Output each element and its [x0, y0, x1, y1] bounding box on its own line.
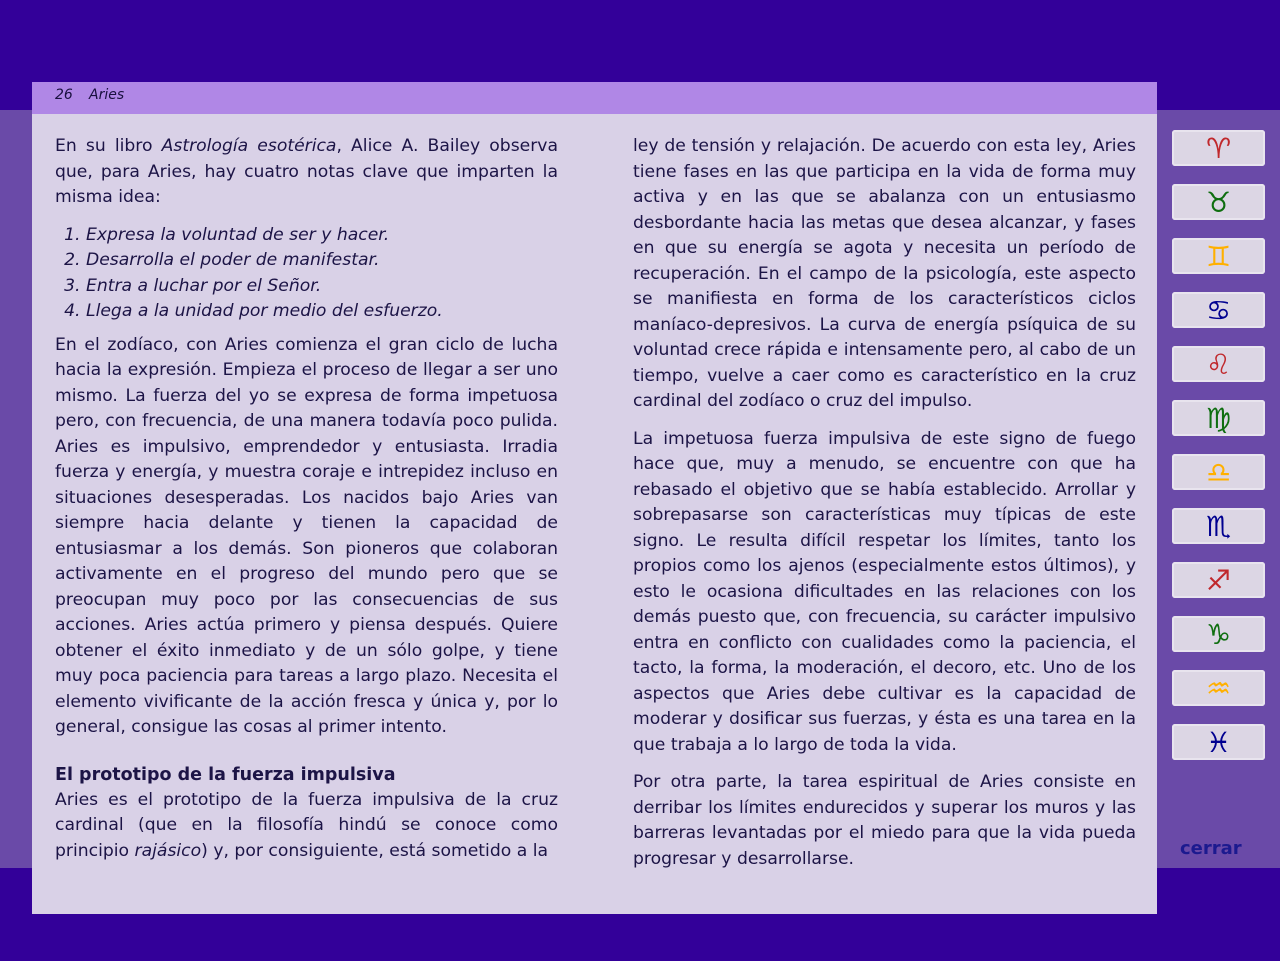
scorpio-icon: ♏ — [1205, 509, 1232, 543]
zodiac-button-capricorn[interactable] — [1172, 616, 1265, 652]
intro-paragraph — [55, 134, 558, 211]
text: Aries es el prototipo de la fuerza impulsiva de la cruz cardinal (que en la filosofía hindú se conoce como principio — [55, 789, 558, 861]
right-column — [633, 134, 1136, 884]
capricorn-icon: ♑ — [1205, 617, 1232, 651]
zodiac-button-aquarius[interactable] — [1172, 670, 1265, 706]
italic-text: Astrología esotérica — [161, 136, 337, 156]
text: ley de tensión y relajación. De acuerdo con esta ley, Aries tiene fases en las que participa en la vida de forma muy activa y en las que se abalanza con un entusiasmo desbordante hacia las metas que desea alcanzar, y fases en que su energía se agota y necesita un período de recuperación. En el campo de la psicología, este aspecto se manifiesta en forma de los característicos ciclos maníaco-depresivos. La curva de energía psíquica de su voluntad crece rápida e intensamente pero, al cabo de un tiempo, vuelve a caer como es característico en la cruz cardinal del zodíaco o cruz del impulso. — [633, 136, 1136, 411]
keynotes-list — [55, 223, 558, 325]
aries-icon: ♈ — [1205, 131, 1232, 165]
taurus-icon: ♉ — [1205, 185, 1232, 219]
paragraph — [55, 788, 558, 865]
zodiac-button-aries[interactable] — [1172, 130, 1265, 166]
paragraph — [633, 134, 1136, 415]
page-header — [32, 82, 1157, 114]
text: En su libro — [55, 136, 162, 156]
paragraph — [633, 427, 1136, 759]
virgo-icon: ♍ — [1205, 401, 1232, 435]
text: Por otra parte, la tarea espiritual de Aries consiste en derribar los límites endurecidos y superar los muros y las barreras levantadas por el miedo para que la vida pueda progresar y desarrollarse. — [633, 772, 1136, 869]
zodiac-button-scorpio[interactable] — [1172, 508, 1265, 544]
gemini-icon: ♊ — [1205, 239, 1232, 273]
text: ) y, por consiguiente, está sometido a la — [201, 840, 549, 861]
zodiac-button-virgo[interactable] — [1172, 400, 1265, 436]
pisces-icon: ♓ — [1205, 725, 1232, 759]
zodiac-button-sagittarius[interactable] — [1172, 562, 1265, 598]
list-item: 4. Llega a la unidad por medio del esfuerzo. — [86, 299, 558, 325]
sagittarius-icon: ♐ — [1205, 563, 1232, 597]
zodiac-button-pisces[interactable] — [1172, 724, 1265, 760]
list-item: 1. Expresa la voluntad de ser y hacer. — [86, 223, 558, 249]
italic-text: rajásico — [134, 840, 202, 861]
book-page — [32, 82, 1157, 914]
text: En el zodíaco, con Aries comienza el gran ciclo de lucha hacia la expresión. Empieza el proceso de llegar a ser uno mismo. La fuerza del yo se expresa de forma impetuosa pero, con frecuencia, de una manera todavía poco pulida. Aries es impulsivo, emprendedor y entusiasta. Irradia fuerza y energía, y muestra coraje e intrepidez incluso en situaciones desesperadas. Los nacidos bajo Aries van siempre hacia delante y tienen la capacidad de entusiasmar a los demás. Son pioneros que colaboran activamente en el progreso del mundo pero que se preocupan muy poco por las consecuencias de sus acciones. Aries actúa primero y piensa después. Quiere obtener el éxito inmediato y de un sólo golpe, y tiene muy poca paciencia para tareas a largo plazo. Necesita el elemento vivificante de la acción fresca y única y, por lo general, consigue las cosas al primer intento. — [55, 334, 558, 737]
page-number: 26 — [55, 87, 73, 103]
list-item: 3. Entra a luchar por el Señor. — [86, 274, 558, 300]
zodiac-button-cancer[interactable] — [1172, 292, 1265, 328]
zodiac-button-libra[interactable] — [1172, 454, 1265, 490]
text: La impetuosa fuerza impulsiva de este signo de fuego hace que, muy a menudo, se encuentre con que ha rebasado el objetivo que se había establecido. Arrollar y sobrepasarse son características muy típicas de este signo. Le resulta difícil respetar los límites, tanto los propios como los ajenos (especialmente estos últimos), y esto le ocasiona dificultades en las relaciones con los demás puesto que, con frecuencia, su carácter impulsivo entra en conflicto con cualidades como la paciencia, el tacto, la forma, la moderación, el decoro, etc. Uno de los aspectos que Aries debe cultivar es la capacidad de moderar y dosificar sus fuerzas, y ésta es una tarea en la que trabaja a lo largo de toda la vida. — [633, 428, 1136, 755]
zodiac-button-taurus[interactable] — [1172, 184, 1265, 220]
leo-icon: ♌ — [1205, 347, 1232, 381]
paragraph — [633, 770, 1136, 872]
left-column — [55, 134, 558, 876]
aquarius-icon: ♒ — [1205, 671, 1232, 705]
text: , Alice A. Bailey observa que, para Aries, hay cuatro notas clave que imparten la misma idea: — [55, 136, 558, 207]
cancer-icon: ♋ — [1205, 293, 1232, 327]
zodiac-button-leo[interactable] — [1172, 346, 1265, 382]
list-item: 2. Desarrolla el poder de manifestar. — [86, 248, 558, 274]
zodiac-button-gemini[interactable] — [1172, 238, 1265, 274]
libra-icon: ♎ — [1205, 455, 1232, 489]
paragraph — [55, 333, 558, 741]
section-heading: El prototipo de la fuerza impulsiva — [55, 764, 396, 785]
close-button[interactable]: cerrar — [1180, 838, 1242, 859]
chapter-title: Aries — [89, 87, 125, 103]
